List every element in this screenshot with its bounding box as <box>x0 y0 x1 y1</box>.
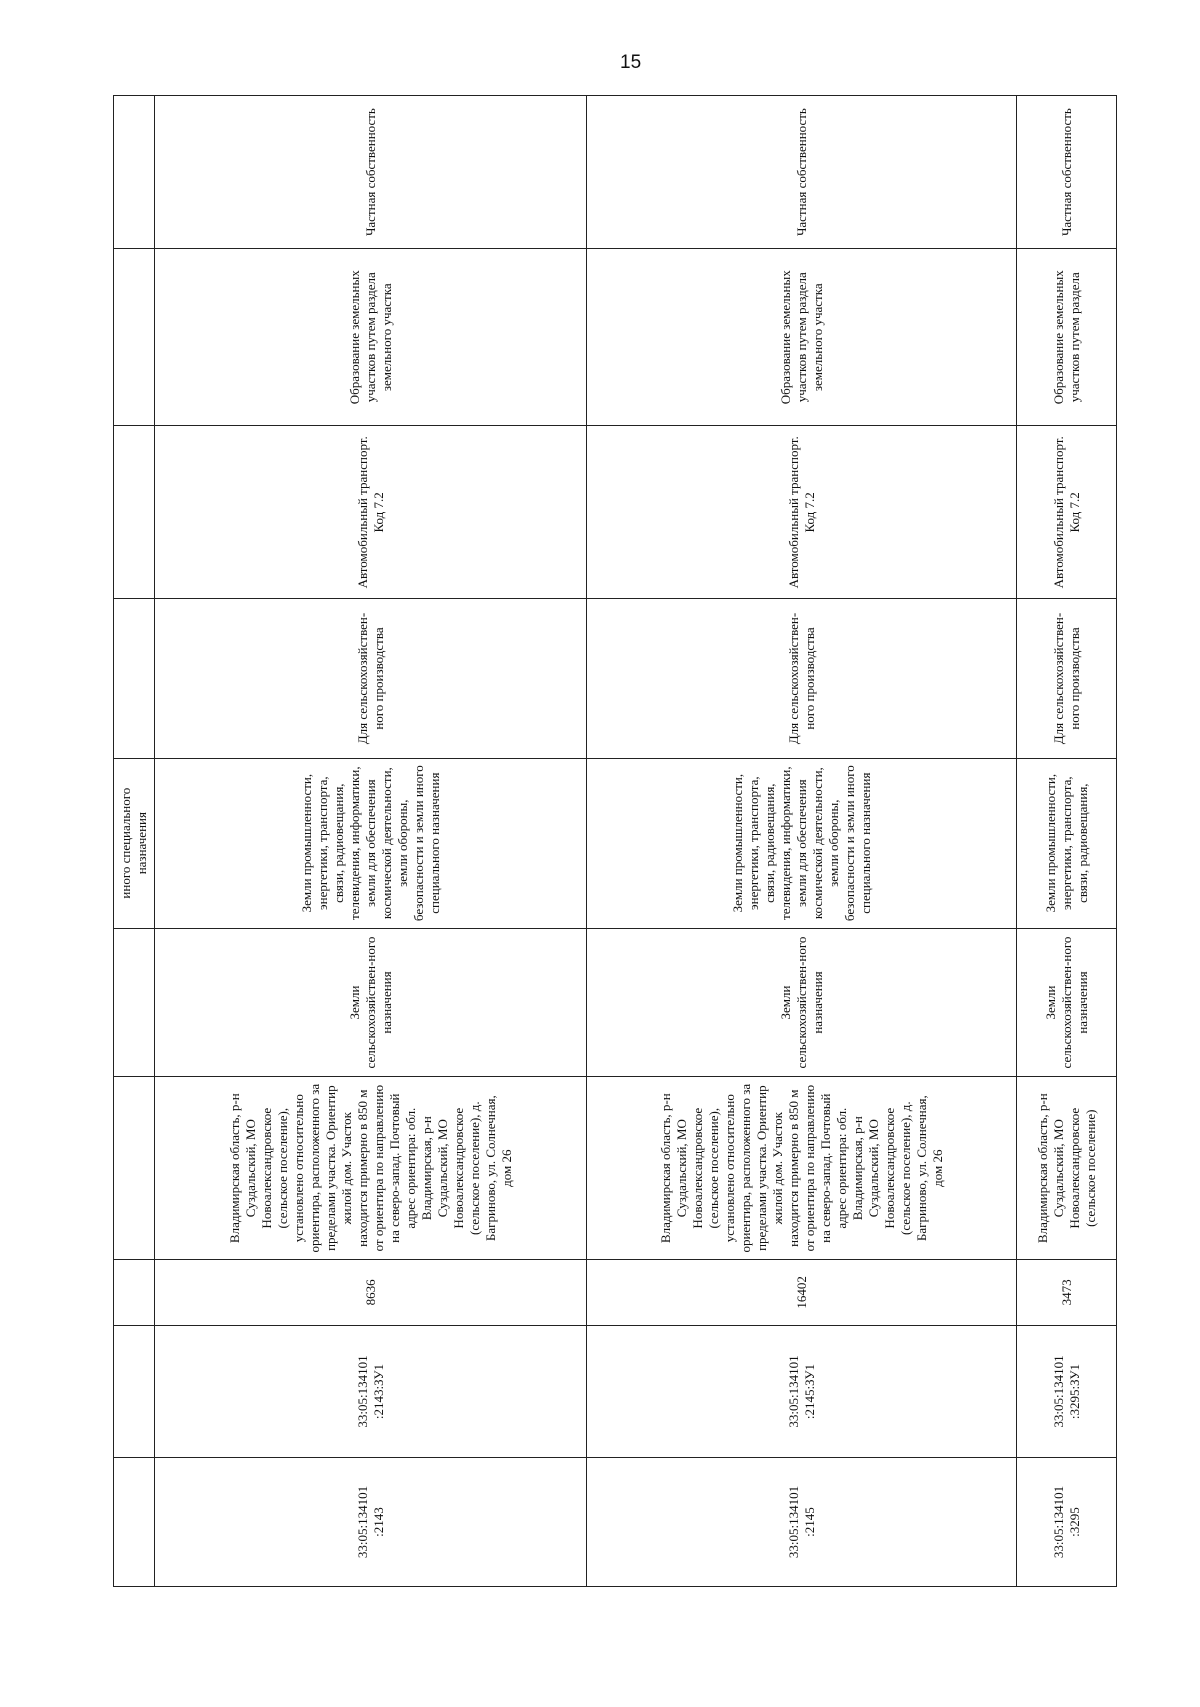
ownership-form: Частная собственность <box>155 96 587 249</box>
land-plots-table <box>113 95 1117 1587</box>
formation-method: Образование земельных участков путем раздела <box>1017 249 1117 426</box>
cadastral-number: 33:05:134101 :2143 <box>155 1458 587 1587</box>
table-header-row <box>114 96 155 1587</box>
ownership-form: Частная собственность <box>587 96 1017 249</box>
plot-address: Владимирская область, р-н Суздальский, МО Новоалександровское (сельское поселение), установлено относительно ориентира, расположенного за пределами участка. Ориентир жилой дом. Участок находится примерно в 850 м от ориентира по направлению на северо-запад. Почтовый адрес ориентира: обл. Владимирская, р-н Суздальский, МО Новоалександровское (сельское поселение), д. Багриново, ул. Солнечная, дом 26 <box>587 1077 1017 1259</box>
header-cell <box>114 249 155 426</box>
page-number: 15 <box>620 52 642 73</box>
planned-land-category: Земли промышленности, энергетики, транспорта, связи, радиовещания, телевидения, информатики, земли для обеспечения космической деятельности, земли обороны, безопасности и земли иного специального назначения <box>155 758 587 928</box>
plot-area: 3473 <box>1017 1259 1117 1325</box>
cadastral-number: 33:05:134101 :3295 <box>1017 1458 1117 1587</box>
plot-address: Владимирская область, р-н Суздальский, МО Новоалександровское (сельское поселение), установлено относительно ориентира, расположенного за пределами участка. Ориентир жилой дом. Участок находится примерно в 850 м от ориентира по направлению на северо-запад. Почтовый адрес ориентира: обл. Владимирская, р-н Суздальский, МО Новоалександровское (сельское поселение), д. Багриново, ул. Солнечная, дом 26 <box>155 1077 587 1259</box>
current-land-category: Земли сельскохозяйствен-ного назначения <box>587 928 1017 1077</box>
new-plot-designation: 33:05:134101 :3295:ЗУ1 <box>1017 1325 1117 1457</box>
planned-permitted-use: Автомобильный транспорт. Код 7.2 <box>587 426 1017 599</box>
new-plot-designation: 33:05:134101 :2143:ЗУ1 <box>155 1325 587 1457</box>
header-cell <box>114 928 155 1077</box>
current-land-category: Земли сельскохозяйствен-ного назначения <box>155 928 587 1077</box>
plot-area: 16402 <box>587 1259 1017 1325</box>
header-cell <box>114 96 155 249</box>
new-plot-designation: 33:05:134101 :2145:ЗУ1 <box>587 1325 1017 1457</box>
plot-area: 8636 <box>155 1259 587 1325</box>
planned-permitted-use: Автомобильный транспорт. Код 7.2 <box>1017 426 1117 599</box>
table-row <box>155 96 587 1587</box>
planned-land-category: Земли промышленности, энергетики, транспорта, связи, радиовещания, телевидения, информатики, земли для обеспечения космической деятельности, земли обороны, безопасности и земли иного специального назначения <box>587 758 1017 928</box>
header-cell <box>114 1259 155 1325</box>
planned-permitted-use: Автомобильный транспорт. Код 7.2 <box>155 426 587 599</box>
header-cell <box>114 599 155 758</box>
plot-address: Владимирская область, р-н Суздальский, МО Новоалександровское (сельское поселение) <box>1017 1077 1117 1259</box>
rotated-table-container <box>113 95 1111 1587</box>
ownership-form: Частная собственность <box>1017 96 1117 249</box>
current-permitted-use: Для сельскохозяйствен-ного производства <box>155 599 587 758</box>
cadastral-number: 33:05:134101 :2145 <box>587 1458 1017 1587</box>
formation-method: Образование земельных участков путем раздела земельного участка <box>155 249 587 426</box>
table-row <box>1017 96 1117 1587</box>
header-category-continuation: иного специального назначения <box>114 758 155 928</box>
current-permitted-use: Для сельскохозяйствен-ного производства <box>1017 599 1117 758</box>
current-land-category: Земли сельскохозяйствен-ного назначения <box>1017 928 1117 1077</box>
header-cell <box>114 1077 155 1259</box>
formation-method: Образование земельных участков путем раздела земельного участка <box>587 249 1017 426</box>
header-cell <box>114 426 155 599</box>
table-row <box>587 96 1017 1587</box>
header-cell <box>114 1458 155 1587</box>
header-cell <box>114 1325 155 1457</box>
planned-land-category: Земли промышленности, энергетики, транспорта, связи, радиовещания, <box>1017 758 1117 928</box>
current-permitted-use: Для сельскохозяйствен-ного производства <box>587 599 1017 758</box>
